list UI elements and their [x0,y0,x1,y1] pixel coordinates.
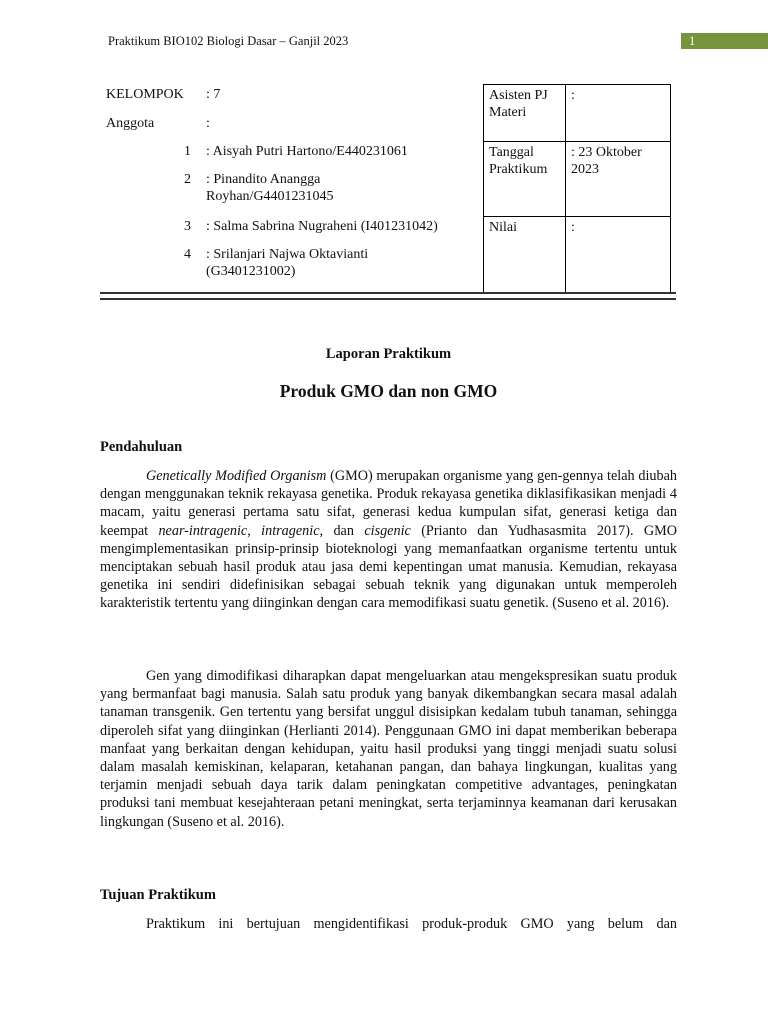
member-4-number: 4 [184,247,191,262]
member-1-name [206,143,408,160]
intro-1-sep-a: , [247,522,262,539]
tanggal-value-line2: 2023 [571,162,599,177]
member-3-name [206,218,438,235]
tanggal-label-line2: Praktikum [489,162,548,177]
asisten-label-line2: Materi [489,105,527,120]
anggota-value: : [206,116,210,131]
page-header-title: Praktikum BIO102 Biologi Dasar – Ganjil 2023 [108,34,349,48]
kelompok-value: : 7 [206,87,221,102]
member-2-number: 2 [184,172,191,187]
member-3-line1: : Salma Sabrina Nugraheni (I401231042) [206,219,438,234]
nilai-label: Nilai [489,220,517,235]
table-value-cell [566,142,671,217]
anggota-label: Anggota [106,116,155,131]
separator-line [100,292,676,300]
report-title: Produk GMO dan non GMO [279,381,498,401]
report-kind: Laporan Praktikum [325,346,452,362]
asisten-value: : [571,88,575,103]
table-key-cell [484,217,566,293]
member-1-number: 1 [184,144,191,159]
info-table [483,84,671,293]
paragraph-intro-2: Gen yang dimodifikasi diharapkan dapat mengeluarkan atau mengekspresikan suatu produk yang bermanfaat bagi manusia. Salah satu produk yang banyak dikembangkan secara masal adalah tanaman transgenik. Gen tertentu yang bersifat unggul disisipkan kedalam tubuh tanaman, sehingga diperoleh sifat yang diinginkan (Herlianti 2014). Penggunaan GMO ini dapat memberikan beberapa manfaat yang berkaitan dengan kehidupan, yaitu hasil produksi yang tinggi menjadi suatu solusi dalam masalah kemiskinan, kelaparan, ketahanan pangan, dan bahaya lingkungan, kualitas yang terjamin menjadi sebuah daya tarik dalam peningkatan competitive advantages, peningkatan produksi tani membuat kesejahteraan petani meningkat, serta terjaminnya keamanan dari kerusakan lingkungan (Suseno et al. 2016). [100,668,677,830]
member-2-line1: : Pinandito Anangga [206,172,321,187]
heading-tujuan-praktikum: Tujuan Praktikum [100,887,216,903]
term-near-intragenic: near-intragenic [158,522,248,539]
intro-1-text-b: (Prianto dan Yudhasasmita 2017). GMO mengimplementasikan prinsip-prinsip bioteknologi yang memanfaatkan organisme tertentu untuk menciptakan sebuah hasil produk atau jasa demi kepentingan umat manusia. Kemudian, rekayasa genetika ini sendiri didefinisikan sebagai sebuah teknik yang digunakan untuk memperoleh karakteristik tertentu yang diinginkan dengan cara memodifikasi suatu genetik. (Suseno et al. 2016). [100,522,677,612]
asisten-label-line1: Asisten PJ [489,88,548,103]
table-row [484,142,671,217]
tanggal-value-line1: : 23 Oktober [571,145,642,160]
member-3-number: 3 [184,219,191,234]
member-2-line2: Royhan/G4401231045 [206,189,334,204]
intro-1-sep-b: , dan [319,522,365,539]
member-4-name [206,246,368,280]
member-4-line2: (G3401231002) [206,264,296,279]
member-4-line1: : Srilanjari Najwa Oktavianti [206,247,369,262]
intro-1-text-a: (GMO) merupakan organisme yang gen-gennya telah diubah dengan menggunakan teknik rekayasa genetika. Produk rekayasa genetika diklasifikasikan menjadi 4 macam, yaitu generasi pertama satu sifat, generasi kedua kumpulan sifat, generasi ketiga dan keempat [100,468,677,539]
term-intragenic: intragenic [261,522,320,539]
member-1-line1: : Aisyah Putri Hartono/E440231061 [206,144,408,159]
table-key-cell [484,142,566,217]
table-row [484,217,671,293]
nilai-value: : [571,220,575,235]
table-row [484,85,671,142]
page-number-badge: 1 [681,33,768,49]
paragraph-goal-1: Praktikum ini bertujuan mengidentifikasi produk-produk GMO yang belum dan [146,916,677,932]
tanggal-label-line1: Tanggal [489,145,534,160]
paragraph-intro-1 [100,467,677,613]
table-key-cell [484,85,566,142]
term-cisgenic: cisgenic [364,522,411,539]
table-value-cell [566,85,671,142]
table-value-cell [566,217,671,293]
heading-pendahuluan: Pendahuluan [100,439,183,455]
kelompok-label: KELOMPOK [106,87,184,102]
member-2-name [206,171,334,205]
term-gmo-italic: Genetically Modified Organism [146,468,327,484]
